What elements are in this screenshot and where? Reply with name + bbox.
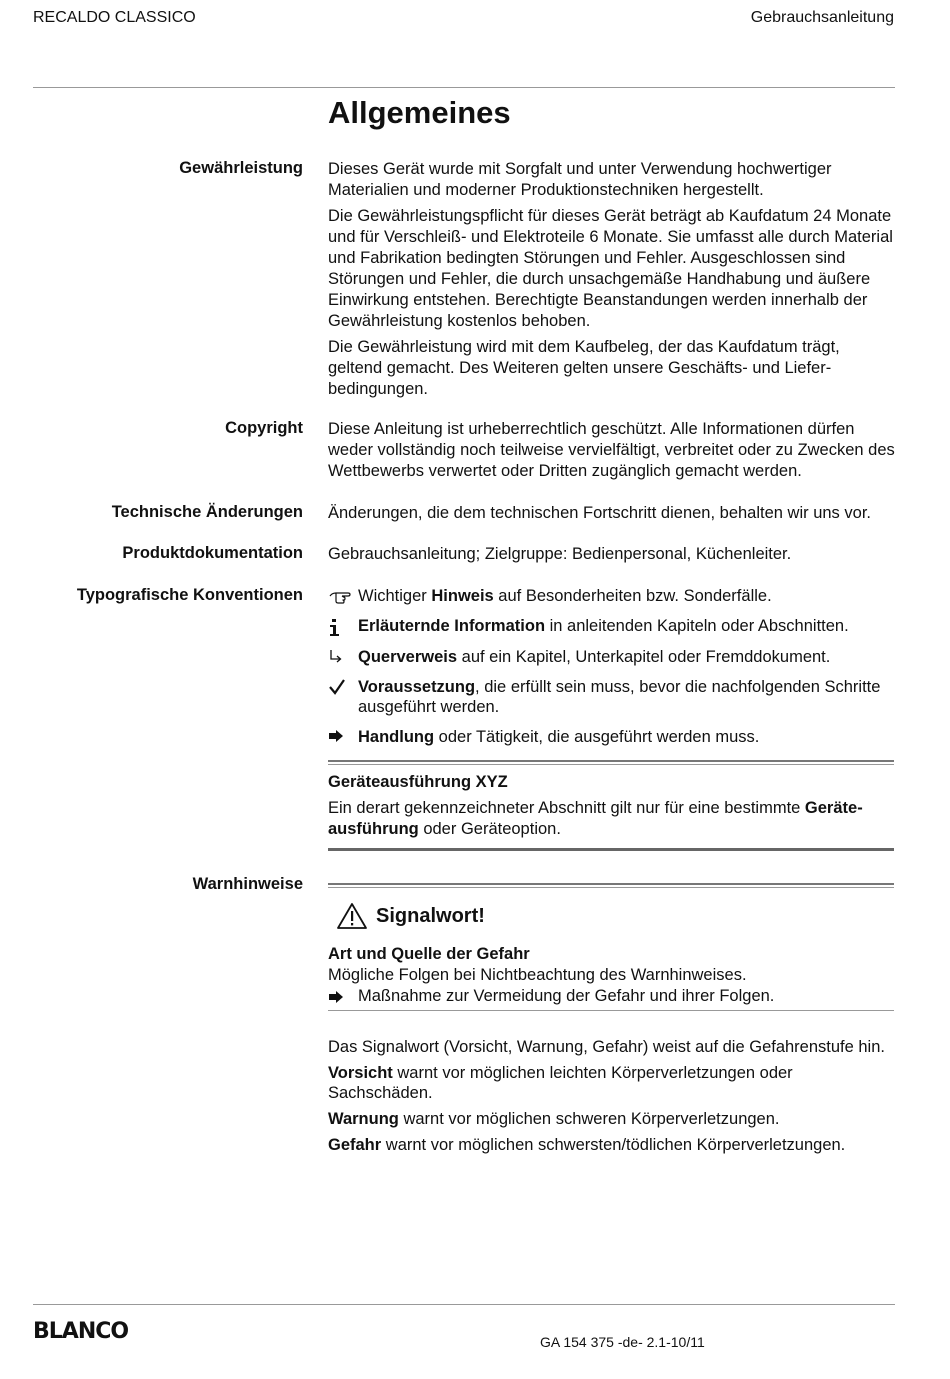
signal-explain-text: Das Signalwort (Vorsicht, Warnung, Gefahr) weist auf die Gefahrenstufe hin. — [328, 1038, 885, 1056]
signal-level — [328, 1135, 898, 1155]
variant-box-bottom-rule — [328, 848, 894, 851]
signal-level-word: Gefahr — [328, 1136, 382, 1154]
list-item — [328, 727, 898, 747]
header-product-name: RECALDO CLASSICO — [33, 9, 196, 26]
signal-level — [328, 1109, 898, 1129]
item-text-post: , die erfüllt sein muss, bevor die nachfolgenden Schritte ausgeführt werden. — [358, 678, 881, 716]
signal-word-explanation — [328, 1037, 898, 1161]
warranty-paragraph: Die Gewährleistung wird mit dem Kaufbeleg, der das Kaufdatum trägt, geltend gemacht. Des Weiteren gelten unsere Geschäfts- und Liefer-bedingungen. — [328, 338, 840, 398]
item-text-bold: Handlung — [358, 728, 435, 746]
warranty-paragraph: Dieses Gerät wurde mit Sorgfalt und unter Verwendung hochwertiger Materialien und moderner Produktionstechniken hergestellt. — [328, 160, 832, 199]
signal-level — [328, 1063, 898, 1103]
signal-level-word: Warnung — [328, 1110, 399, 1128]
warning-triangle-icon — [336, 902, 368, 930]
copyright-text: Diese Anleitung ist urheberrechtlich geschützt. Alle Informationen dürfen weder vollständig noch teilweise vervielfältigt, verbreitet oder zu Zwecken des Wettbewerbs verwertet oder Dritten zugänglich gemacht werden. — [328, 420, 895, 480]
item-text-bold: Querverweis — [358, 648, 458, 666]
section-tech-changes — [328, 503, 898, 529]
section-label-tech-changes: Technische Änderungen — [111, 503, 303, 521]
item-text-post: oder Tätigkeit, die ausgeführt werden muss. — [434, 728, 760, 746]
document-number: GA 154 375 -de- 2.1-10/11 — [540, 1334, 705, 1350]
signal-level-text: warnt vor möglichen leichten Körperverletzungen oder Sachschäden. — [328, 1064, 793, 1102]
page-title: Allgemeines — [328, 95, 511, 130]
item-text-post: auf ein Kapitel, Unterkapitel oder Fremddokument. — [457, 648, 831, 666]
warning-box-bottom-rule — [328, 1010, 894, 1011]
list-item — [328, 586, 898, 606]
footer-divider — [33, 1304, 895, 1305]
section-product-doc — [328, 544, 898, 570]
variant-box-heading: Geräteausführung XYZ — [328, 773, 508, 791]
item-text-post: auf Besonderheiten bzw. Sonderfälle. — [493, 587, 772, 605]
warranty-paragraph: Die Gewährleistungspflicht für dieses Gerät beträgt ab Kaufdatum 24 Monate und für Verschleiß- und Elektroteile 6 Monate. Sie umfasst alle durch Material und Fabrikation bedingten Störungen und Fehler. Ausgeschlossen sind Störungen und Fehler, die durch unsachgemäße Handhabung und äußere Einwirkung entstehen. Berechtigte Beanstandungen werden innerhalb der Gewährleistung kostenlos behoben. — [328, 207, 893, 330]
section-label-product-doc: Produktdokumentation — [122, 544, 303, 562]
header-divider — [33, 87, 895, 88]
section-copyright — [328, 419, 898, 487]
item-text-pre: Wichtiger — [358, 587, 432, 605]
signal-level-word: Vorsicht — [328, 1064, 393, 1082]
cross-reference-icon — [328, 647, 358, 667]
section-label-copyright: Copyright — [225, 419, 303, 437]
tech-changes-text: Änderungen, die dem technischen Fortschritt dienen, behalten wir uns vor. — [328, 504, 871, 522]
arrow-right-icon — [328, 986, 358, 1007]
item-text-bold: Hinweis — [431, 587, 494, 605]
warning-box-top-rule — [328, 883, 894, 888]
section-label-warranty: Gewährleistung — [179, 159, 303, 177]
item-text-post: in anleitenden Kapiteln oder Abschnitten. — [545, 617, 849, 635]
signal-level-text: warnt vor möglichen schwersten/tödlichen Körperverletzungen. — [381, 1136, 846, 1154]
hazard-measure — [328, 986, 894, 1007]
arrow-right-icon — [328, 727, 358, 747]
warning-box — [328, 883, 894, 1011]
hazard-measure-text: Maßnahme zur Vermeidung der Gefahr und ihrer Folgen. — [358, 987, 775, 1005]
hazard-consequences: Mögliche Folgen bei Nichtbeachtung des Warnhinweises. — [328, 966, 747, 984]
pointing-hand-icon — [328, 586, 358, 606]
hazard-heading: Art und Quelle der Gefahr — [328, 945, 530, 963]
brand-logo: BLANCO — [33, 1319, 129, 1344]
list-item — [328, 616, 898, 637]
variant-text-bold: Geräte-ausführung — [328, 799, 863, 838]
typo-conventions-list — [328, 586, 898, 757]
list-item — [328, 677, 898, 717]
section-warranty — [328, 159, 898, 405]
section-label-warnings: Warnhinweise — [192, 875, 303, 893]
info-icon — [328, 616, 358, 637]
signal-word-heading — [336, 902, 894, 930]
header-doc-type: Gebrauchsanleitung — [750, 9, 894, 26]
variant-box — [328, 760, 894, 851]
warning-box-body — [328, 944, 894, 1007]
signal-level-text: warnt vor möglichen schweren Körperverletzungen. — [398, 1110, 780, 1128]
variant-box-text — [328, 798, 894, 840]
list-item — [328, 647, 898, 667]
section-label-typo: Typografische Konventionen — [76, 586, 303, 604]
item-text-bold: Erläuternde Information — [358, 617, 546, 635]
variant-text-post: oder Geräteoption. — [418, 820, 561, 838]
checkmark-icon — [328, 677, 358, 717]
product-doc-text: Gebrauchsanleitung; Zielgruppe: Bedienpersonal, Küchenleiter. — [328, 545, 792, 563]
variant-box-top-rule — [328, 760, 894, 765]
signal-word: Signalwort! — [376, 904, 485, 927]
variant-text-pre: Ein derart gekennzeichneter Abschnitt gilt nur für eine bestimmte — [328, 799, 805, 817]
item-text-bold: Voraussetzung — [358, 678, 476, 696]
